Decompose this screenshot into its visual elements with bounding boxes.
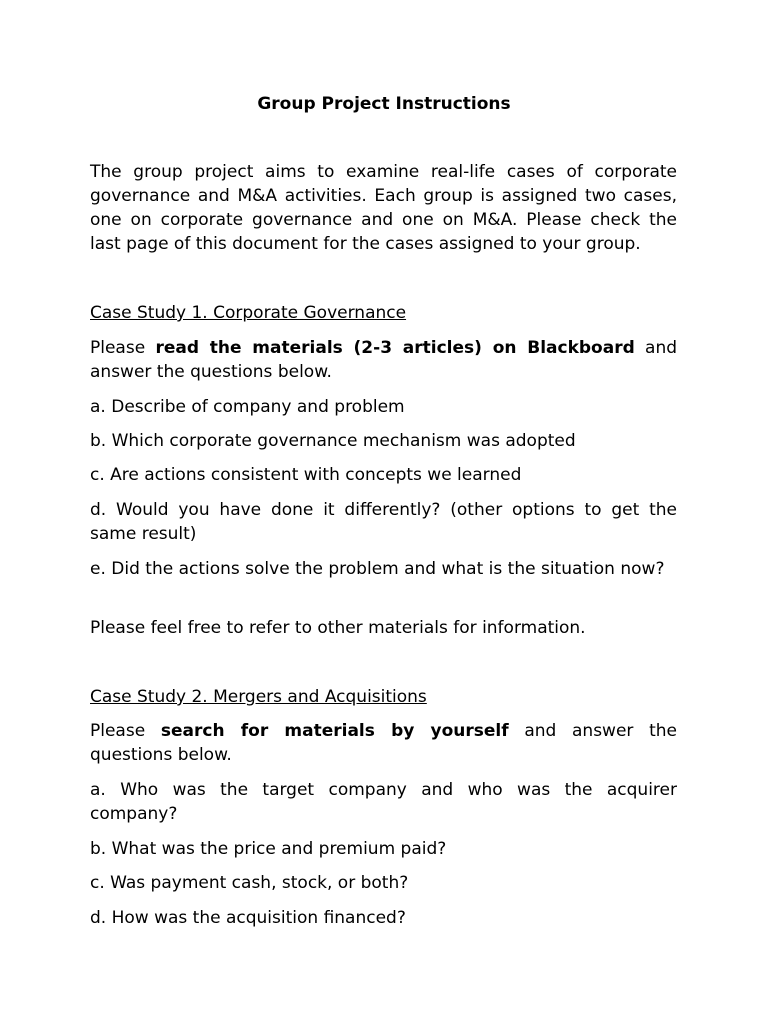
case2-instruction-bold: search for materials by yourself xyxy=(160,721,509,741)
case1-note: Please feel free to refer to other materials for information. xyxy=(90,618,586,638)
case2-question-c: c. Was payment cash, stock, or both? xyxy=(90,873,409,893)
case1-question-e: e. Did the actions solve the problem and what is the situation now? xyxy=(90,559,665,579)
case1-heading: Case Study 1. Corporate Governance xyxy=(90,303,407,323)
case2-question-d: d. How was the acquisition financed? xyxy=(90,908,406,928)
case2-instruction-post: and answer the questions below. xyxy=(90,721,677,765)
case1-question-a: a. Describe of company and problem xyxy=(90,397,405,417)
case1-question-d: d. Would you have done it differently? (other options to get the same result) xyxy=(90,500,677,544)
case1-instruction-pre: Please xyxy=(90,338,156,358)
document-title: Group Project Instructions xyxy=(257,94,511,114)
case2-instruction xyxy=(90,719,677,767)
case1-instruction xyxy=(90,336,677,384)
case2-heading: Case Study 2. Mergers and Acquisitions xyxy=(90,687,427,707)
case1-instruction-bold: read the materials (2-3 articles) on Blackboard xyxy=(155,338,635,358)
case2-instruction-pre: Please xyxy=(90,721,161,741)
case2-question-b: b. What was the price and premium paid? xyxy=(90,839,447,859)
case1-question-b: b. Which corporate governance mechanism was adopted xyxy=(90,431,576,451)
intro-paragraph: The group project aims to examine real-life cases of corporate governance and M&A activities. Each group is assigned two cases, one on corporate governance and one on M&A. Please check the last page of this document for the cases assigned to your group. xyxy=(90,162,677,254)
case1-instruction-post: and answer the questions below. xyxy=(90,338,678,382)
case1-question-c: c. Are actions consistent with concepts we learned xyxy=(90,465,522,485)
case2-question-a: a. Who was the target company and who was the acquirer company? xyxy=(90,780,677,824)
